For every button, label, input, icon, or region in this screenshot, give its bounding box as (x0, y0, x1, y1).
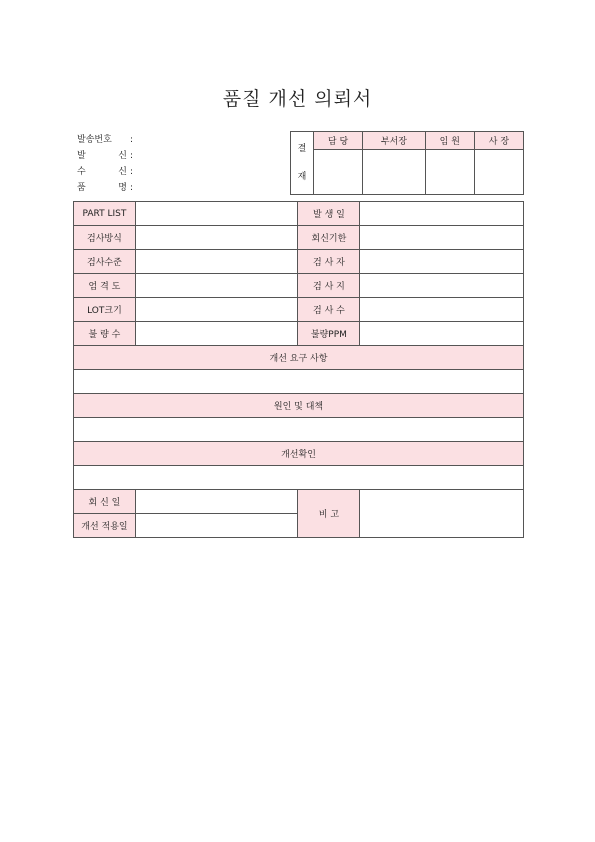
approval-sign-president[interactable] (474, 150, 523, 195)
label-reply-date: 회 신 일 (74, 490, 136, 514)
input-inspector[interactable] (360, 250, 524, 274)
approval-col-president: 사 장 (474, 132, 523, 150)
label-reply-deadline: 회신기한 (298, 226, 360, 250)
info-row (74, 322, 524, 346)
approval-table (290, 131, 524, 195)
field-sender: 발 신 : (77, 151, 134, 161)
input-apply-date[interactable] (135, 514, 298, 538)
approval-col-dept-head: 부서장 (363, 132, 426, 150)
label-defect-count: 불 량 수 (74, 322, 136, 346)
label-occurrence-date: 발 생 일 (298, 202, 360, 226)
info-row (74, 202, 524, 226)
section-improvement-check: 개선확인 (74, 442, 524, 466)
approval-col-executive: 임 원 (425, 132, 474, 150)
approval-side-label: 결 재 (291, 132, 314, 195)
label-inspection-site: 검 사 지 (298, 274, 360, 298)
input-remarks[interactable] (360, 490, 524, 538)
input-strictness[interactable] (135, 274, 298, 298)
label-inspection-count: 검 사 수 (298, 298, 360, 322)
label-defect-ppm: 불량PPM (298, 322, 360, 346)
input-inspection-method[interactable] (135, 226, 298, 250)
header-fields (77, 132, 133, 196)
input-occurrence-date[interactable] (360, 202, 524, 226)
input-inspection-count[interactable] (360, 298, 524, 322)
info-row (74, 274, 524, 298)
approval-sign-staff[interactable] (314, 150, 363, 195)
approval-sign-executive[interactable] (425, 150, 474, 195)
area-improvement-request[interactable] (74, 370, 524, 394)
input-reply-date[interactable] (135, 490, 298, 514)
info-row (74, 250, 524, 274)
label-inspector: 검 사 자 (298, 250, 360, 274)
approval-col-staff: 담 당 (314, 132, 363, 150)
section-cause-countermeasure: 원인 및 대책 (74, 394, 524, 418)
label-part-list: PART LIST (74, 202, 136, 226)
input-defect-count[interactable] (135, 322, 298, 346)
input-inspection-site[interactable] (360, 274, 524, 298)
label-lot-size: LOT크기 (74, 298, 136, 322)
input-part-list[interactable] (135, 202, 298, 226)
input-defect-ppm[interactable] (360, 322, 524, 346)
main-form-table (73, 201, 524, 538)
label-strictness: 엄 격 도 (74, 274, 136, 298)
input-lot-size[interactable] (135, 298, 298, 322)
section-improvement-request: 개선 요구 사항 (74, 346, 524, 370)
field-doc-number: 발송번호 : (77, 135, 134, 145)
label-apply-date: 개선 적용일 (74, 514, 136, 538)
page-title: 품질 개선 의뢰서 (222, 88, 373, 110)
label-inspection-level: 검사수준 (74, 250, 136, 274)
input-inspection-level[interactable] (135, 250, 298, 274)
field-recipient: 수 신 : (77, 167, 134, 177)
label-remarks: 비 고 (298, 490, 360, 538)
field-product-name: 품 명 : (77, 183, 134, 193)
approval-sign-dept-head[interactable] (363, 150, 426, 195)
input-reply-deadline[interactable] (360, 226, 524, 250)
info-row (74, 226, 524, 250)
area-improvement-check[interactable] (74, 466, 524, 490)
info-row (74, 298, 524, 322)
label-inspection-method: 검사방식 (74, 226, 136, 250)
area-cause-countermeasure[interactable] (74, 418, 524, 442)
